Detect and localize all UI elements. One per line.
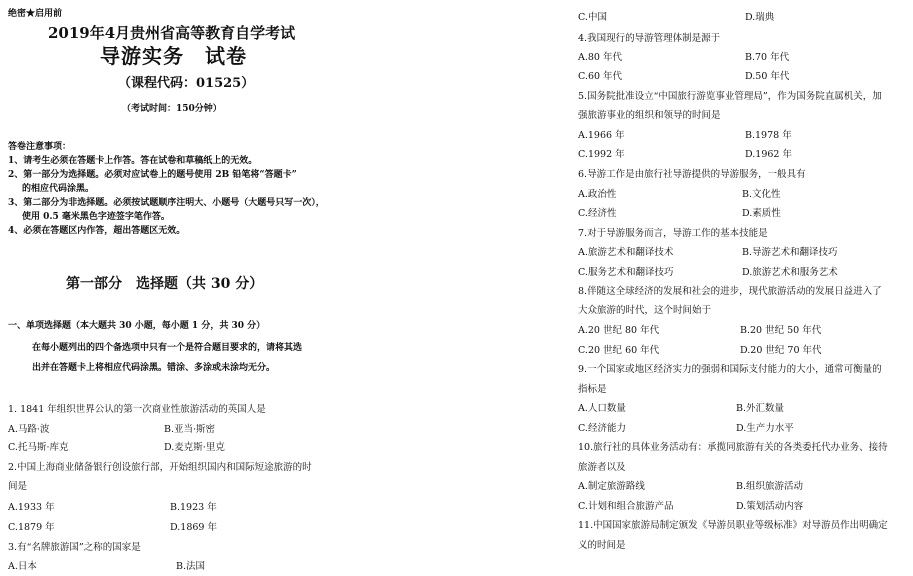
- option-a: A.日本: [8, 561, 37, 572]
- option-c: C.中国: [578, 12, 607, 23]
- option-d: D.1962 年: [745, 149, 792, 160]
- option-a: A.1933 年: [8, 502, 55, 513]
- note-item: 4、必须在答题区内作答，超出答题区无效。: [8, 226, 186, 236]
- question-text: 3.有“名牌旅游国”之称的国家是: [8, 542, 141, 553]
- option-a: A.20 世纪 80 年代: [578, 325, 660, 336]
- option-d: D.素质性: [742, 208, 781, 219]
- question-text: 义的时间是: [578, 540, 626, 551]
- exam-subject-title: 导游实务 试卷: [100, 44, 247, 68]
- option-a: A.政治性: [578, 189, 617, 200]
- option-c: C.托马斯·库克: [8, 442, 69, 453]
- option-d: D.1869 年: [170, 522, 217, 533]
- question-text: 9.一个国家或地区经济实力的强弱和国际支付能力的大小，通常可衡量的: [578, 364, 882, 375]
- option-b: B.组织旅游活动: [736, 481, 804, 492]
- option-d: D.生产力水平: [736, 423, 794, 434]
- option-c: C.1992 年: [578, 149, 625, 160]
- section-instruction: 在每小题列出的四个备选项中只有一个是符合题目要求的，请将其选: [32, 343, 303, 353]
- question-text: 大众旅游的时代，这个时间始于: [578, 305, 712, 316]
- notes-title: 答卷注意事项：: [8, 142, 72, 152]
- question-text: 1. 1841 年组织世界公认的第一次商业性旅游活动的英国人是: [8, 404, 266, 415]
- option-a: A.马路·波: [8, 424, 50, 435]
- question-text: 旅游者以及: [578, 462, 626, 473]
- option-b: B.导游艺术和翻译技巧: [742, 247, 838, 258]
- exam-name: 2019年4月贵州省高等教育自学考试: [48, 24, 296, 42]
- exam-time: （考试时间：150分钟）: [122, 104, 222, 114]
- question-text: 强旅游事业的组织和领导的时间是: [578, 110, 721, 121]
- option-d: D.策划活动内容: [736, 501, 804, 512]
- note-item: 使用 0.5 毫米黑色字迹签字笔作答。: [22, 212, 170, 222]
- option-d: D.旅游艺术和服务艺术: [742, 267, 838, 278]
- option-a: A.旅游艺术和翻译技术: [578, 247, 674, 258]
- option-b: B.文化性: [742, 189, 781, 200]
- section-title: 一、单项选择题（本大题共 30 小题，每小题 1 分，共 30 分）: [8, 321, 266, 331]
- option-b: B.法国: [176, 561, 206, 572]
- option-d: D.麦克斯·里克: [164, 442, 225, 453]
- option-c: C.服务艺术和翻译技巧: [578, 267, 674, 278]
- option-a: A.制定旅游路线: [578, 481, 645, 492]
- question-text: 11.中国国家旅游局制定颁发《导游员职业等级标准》对导游员作出明确定: [578, 520, 888, 531]
- option-c: C.20 世纪 60 年代: [578, 345, 660, 356]
- section-instruction: 出并在答题卡上将相应代码涂黑。错涂、多涂或未涂均无分。: [32, 363, 276, 373]
- part1-title: 第一部分 选择题（共 30 分）: [66, 276, 264, 292]
- question-text: 间是: [8, 481, 28, 492]
- option-a: A.1966 年: [578, 130, 625, 141]
- note-item: 2、第一部分为选择题。必须对应试卷上的题号使用 2B 铅笔将“答题卡”: [8, 170, 297, 180]
- option-b: B.1923 年: [170, 502, 217, 513]
- course-code: （课程代码：01525）: [118, 76, 255, 91]
- question-text: 8.伴随这全球经济的发展和社会的进步，现代旅游活动的发展日益进入了: [578, 286, 882, 297]
- option-b: B.20 世纪 50 年代: [740, 325, 822, 336]
- option-c: C.计划和组合旅游产品: [578, 501, 674, 512]
- note-item: 3、第二部分为非选择题。必须按试题顺序注明大、小题号（大题号只写一次），: [8, 198, 325, 208]
- question-text: 4.我国现行的导游管理体制是源于: [578, 33, 721, 44]
- option-c: C.经济性: [578, 208, 617, 219]
- option-c: C.经济能力: [578, 423, 626, 434]
- option-b: B.70 年代: [745, 52, 790, 63]
- secret-label: 绝密★启用前: [8, 9, 63, 19]
- option-c: C.1879 年: [8, 522, 55, 533]
- option-d: D.20 世纪 70 年代: [740, 345, 822, 356]
- option-a: A.人口数量: [578, 403, 626, 414]
- question-text: 10.旅行社的具体业务活动有：承揽同旅游有关的各类委托代办业务、接待: [578, 442, 888, 453]
- option-d: D.瑞典: [745, 12, 775, 23]
- option-b: B.亚当·斯密: [164, 424, 216, 435]
- option-b: B.外汇数量: [736, 403, 785, 414]
- option-c: C.60 年代: [578, 71, 623, 82]
- note-item: 1、请考生必须在答题卡上作答。答在试卷和草稿纸上的无效。: [8, 156, 258, 166]
- question-text: 7.对于导游服务而言，导游工作的基本技能是: [578, 228, 768, 239]
- option-a: A.80 年代: [578, 52, 622, 63]
- note-item: 的相应代码涂黑。: [22, 184, 95, 194]
- option-d: D.50 年代: [745, 71, 790, 82]
- option-b: B.1978 年: [745, 130, 792, 141]
- question-text: 指标是: [578, 384, 607, 395]
- question-text: 5.国务院批准设立“中国旅行游览事业管理局”，作为国务院直属机关，加: [578, 91, 882, 102]
- question-text: 6.导游工作是由旅行社导游提供的导游服务，一般具有: [578, 169, 806, 180]
- question-text: 2.中国上海商业储备银行创设旅行部，开始组织国内和国际短途旅游的时: [8, 462, 312, 473]
